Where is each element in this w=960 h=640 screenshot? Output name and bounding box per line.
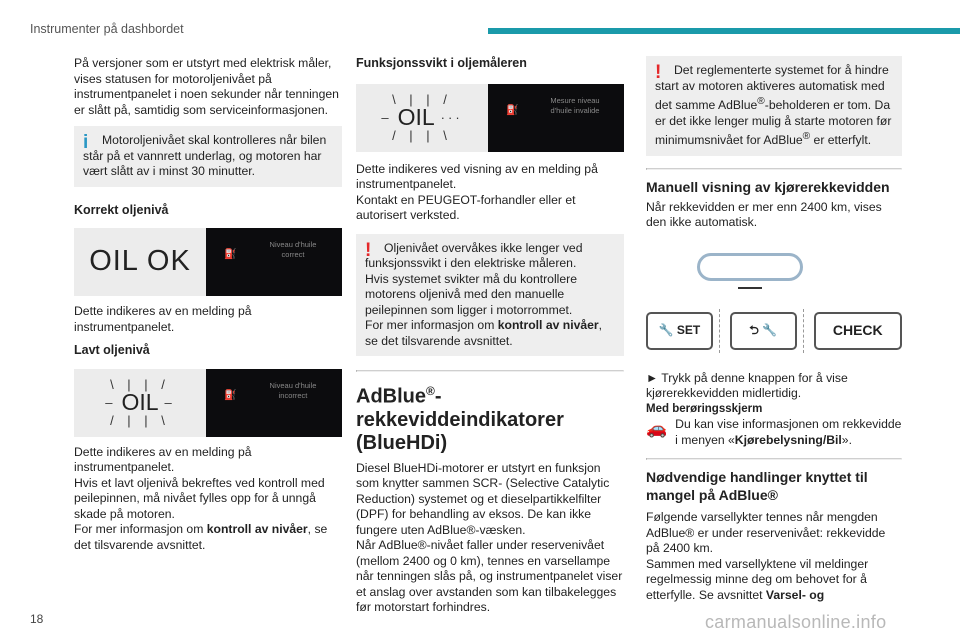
oil-ok-label: OIL OK <box>89 245 191 278</box>
selected-button-marker <box>738 287 762 289</box>
adblue-section-title <box>356 380 624 455</box>
steering-control-illustration <box>686 253 814 289</box>
adblue-actions-text-1: Følgende varsellykter tennes når mengden AdBlue® er under reservenivået: rekkevidde på 2400 km. <box>646 510 886 556</box>
info-icon: i <box>83 132 89 153</box>
actions-text-2-pre: Sammen med varsellyktene vil meldinger regelmessig minne deg om behovet for å etterfylle. Se avsnittet <box>646 556 869 602</box>
touchscreen-info <box>646 417 902 448</box>
car-icon: 🚗 <box>646 419 668 439</box>
warn-note-sup-2: ® <box>802 131 811 143</box>
oil-fault-symbol <box>375 93 468 142</box>
info-note-text: Motoroljenivået skal kontrolleres når bilen står på et vannrett underlag, og motoren har vært slått av i minst 30 minutter. <box>83 133 327 178</box>
oil-can-icon: ⛽ <box>506 104 519 116</box>
low-oil-text-3-bold: kontroll av nivåer <box>206 522 308 536</box>
oil-rays-bottom-icon: / | | \ <box>392 128 452 143</box>
warn-note-3-post: , se det tilsvarende avsnittet. <box>365 318 603 348</box>
oil-warning-symbol <box>99 378 181 427</box>
oil-rays-bottom-icon: / | | \ <box>110 413 170 428</box>
oil-ok-display <box>206 228 342 296</box>
oil-rays-left-icon: – <box>105 395 116 410</box>
actions-text-2-bold: Varsel- og <box>765 587 825 602</box>
oil-intro-text: På versjoner som er utstyrt med elektrisk måler, vises statusen for motoroljenivået på instrumentpanelet i noen sekunder når tenningen er slått på, samtidig som serviceinformasjonen. <box>74 56 339 117</box>
adblue-title-line-2: rekkeviddeindikatorer <box>356 408 564 431</box>
oil-can-icon: ⛽ <box>224 249 237 260</box>
oil-rays-top-icon: \ | | / <box>392 92 452 107</box>
touchscreen-title: Med berøringsskjerm <box>646 402 763 415</box>
column-3 <box>646 56 902 603</box>
steering-buttons <box>646 309 902 353</box>
actions-title-line-1: Nødvendige handlinger knyttet til <box>646 469 868 486</box>
touch-text-pre: Du kan vise informasjonen om rekkevidde i menyen « <box>675 417 902 447</box>
adblue-actions-title <box>646 468 902 504</box>
warn-note-pre: Det reglementerte systemet for å hindre start av motoren aktiveres automatisk med det samme AdBlue <box>655 63 889 113</box>
oil-fault-display <box>488 84 624 152</box>
header-accent-bar <box>488 28 960 34</box>
correct-oil-text: Dette indikeres av en melding på instrumentpanelet. <box>74 304 252 334</box>
oil-fault-warning-note <box>356 234 624 357</box>
oil-label: OIL <box>397 104 435 130</box>
warn-note-3-pre: For mer informasjon om <box>365 318 498 332</box>
running-header: Instrumenter på dashbordet <box>30 22 184 36</box>
low-oil-text-2: Hvis et lavt oljenivå bekreftes ved kontroll med peilepinnen, må nivået fylles opp for å unngå skade på motoren. <box>74 475 325 521</box>
adblue-warning-note <box>646 56 902 156</box>
oil-rays-right-icon: – <box>164 395 175 410</box>
warn-note-sup: ® <box>757 96 765 107</box>
wrench-icon: 🔧 <box>658 322 674 337</box>
check-button-label: CHECK <box>832 321 883 338</box>
oil-fault-panel <box>356 84 624 152</box>
adblue-text-1: Diesel BlueHDi-motorer er utstyrt en funksjon som knytter sammen SCR- (Selective Catalytic Reduction) systemet og et dieselpartikkelfilter (DPF) for behandling av eksos. De kan ikke fungere uten AdBlue®-væsken. <box>356 460 610 537</box>
oil-ok-display-text: Niveau d'huile correct <box>269 240 317 259</box>
oil-rays-left-icon: – <box>381 110 392 125</box>
oil-can-icon: ⛽ <box>224 389 237 401</box>
adblue-title-line-3: (BlueHDi) <box>356 431 448 454</box>
separator <box>719 309 724 353</box>
set-button-label: SET <box>676 322 701 337</box>
watermark: carmanualsonline.info <box>705 612 887 632</box>
oil-fault-indicator <box>356 84 488 152</box>
column-2 <box>356 56 624 616</box>
oil-fault-warning-text-1: Oljenivået overvåkes ikke lenger ved funksjonssvikt i den elektriske måleren. <box>365 240 583 270</box>
correct-oil-title: Korrekt oljenivå <box>74 202 169 217</box>
steering-wheel-controls-icon <box>697 253 803 281</box>
separator <box>803 309 808 353</box>
section-divider <box>646 458 902 460</box>
low-oil-text-3-pre: For mer informasjon om <box>74 522 207 536</box>
page-number: 18 <box>30 612 44 626</box>
adblue-actions-text-2 <box>646 557 902 604</box>
oil-fault-text-2: Kontakt en PEUGEOT-forhandler eller et autorisert verksted. <box>356 192 576 222</box>
oil-fault-display-text: Mesure niveau d'huile invalide <box>550 95 600 115</box>
back-service-button[interactable] <box>730 312 797 350</box>
oil-rays-top-icon: \ | | / <box>110 377 170 392</box>
adblue-title-sup: ® <box>426 384 435 398</box>
warning-icon: ! <box>365 239 372 261</box>
low-oil-title: Lavt oljenivå <box>74 343 150 357</box>
back-arrow-icon: ⮌ <box>749 322 759 337</box>
oil-gauge-fault-title: Funksjonssvikt i oljemåleren <box>356 56 527 70</box>
actions-title-line-2: mangel på AdBlue® <box>646 487 778 504</box>
manual-range-title: Manuell visning av kjørerekkevidden <box>646 178 890 195</box>
oil-dots-icon: ··· <box>440 110 463 125</box>
column-1 <box>74 56 342 553</box>
oil-fault-warning-text-3 <box>365 318 616 349</box>
wrench-icon: 🔧 <box>762 322 778 337</box>
warn-note-post: er etterfylt. <box>810 133 872 148</box>
adblue-warning-text <box>655 63 894 149</box>
oil-low-indicator <box>74 369 206 437</box>
oil-fault-text-1: Dette indikeres ved visning av en melding på instrumentpanelet. <box>356 161 598 191</box>
set-button[interactable] <box>646 312 713 350</box>
adblue-text-2: Når AdBlue®-nivået faller under reservenivået (mellom 2400 og 0 km), tennes en varsellampe når tenningen slås på, og instrumentpanelet viser et anslag over avstanden som kan tilbakelegges før motorstart forhindres. <box>356 538 623 615</box>
warn-note-3-bold: kontroll av nivåer <box>497 318 599 332</box>
low-oil-text-3 <box>74 522 342 553</box>
touchscreen-text <box>675 417 902 448</box>
low-oil-text-1: Dette indikeres av en melding på instrumentpanelet. <box>74 444 252 474</box>
info-note <box>74 126 342 187</box>
oil-ok-indicator <box>74 228 206 296</box>
check-button[interactable] <box>814 312 902 350</box>
low-oil-text-3-post: , se det tilsvarende avsnittet. <box>74 522 328 552</box>
press-button-text: ► Trykk på denne knappen for å vise kjørerekkevidden midlertidig. <box>646 370 848 401</box>
oil-low-display-text: Niveau d'huile incorrect <box>269 380 317 400</box>
manual-range-text: Når rekkevidden er mer enn 2400 km, vises den ikke automatisk. <box>646 199 882 230</box>
touch-text-post: ». <box>841 432 852 447</box>
warning-icon: ! <box>655 62 662 83</box>
section-divider <box>356 370 624 372</box>
oil-fault-warning-text-2: Hvis systemet svikter må du kontrollere motorens oljenivå med den manuelle peilepinnen som ligger i motorrommet. <box>365 271 577 317</box>
oil-ok-panel <box>74 228 342 296</box>
adblue-title-pre: AdBlue <box>356 385 426 408</box>
section-divider <box>646 168 902 170</box>
adblue-title-post: - <box>434 385 442 408</box>
oil-label: OIL <box>121 389 159 415</box>
oil-low-panel <box>74 369 342 437</box>
touch-text-bold: Kjørebelysning/Bil <box>734 432 842 447</box>
warn-note-mid: -beholderen er tom. Da er det ikke lenger mulig å starte motoren før minimumsnivået for AdBlue <box>655 98 892 148</box>
oil-low-display <box>206 369 342 437</box>
